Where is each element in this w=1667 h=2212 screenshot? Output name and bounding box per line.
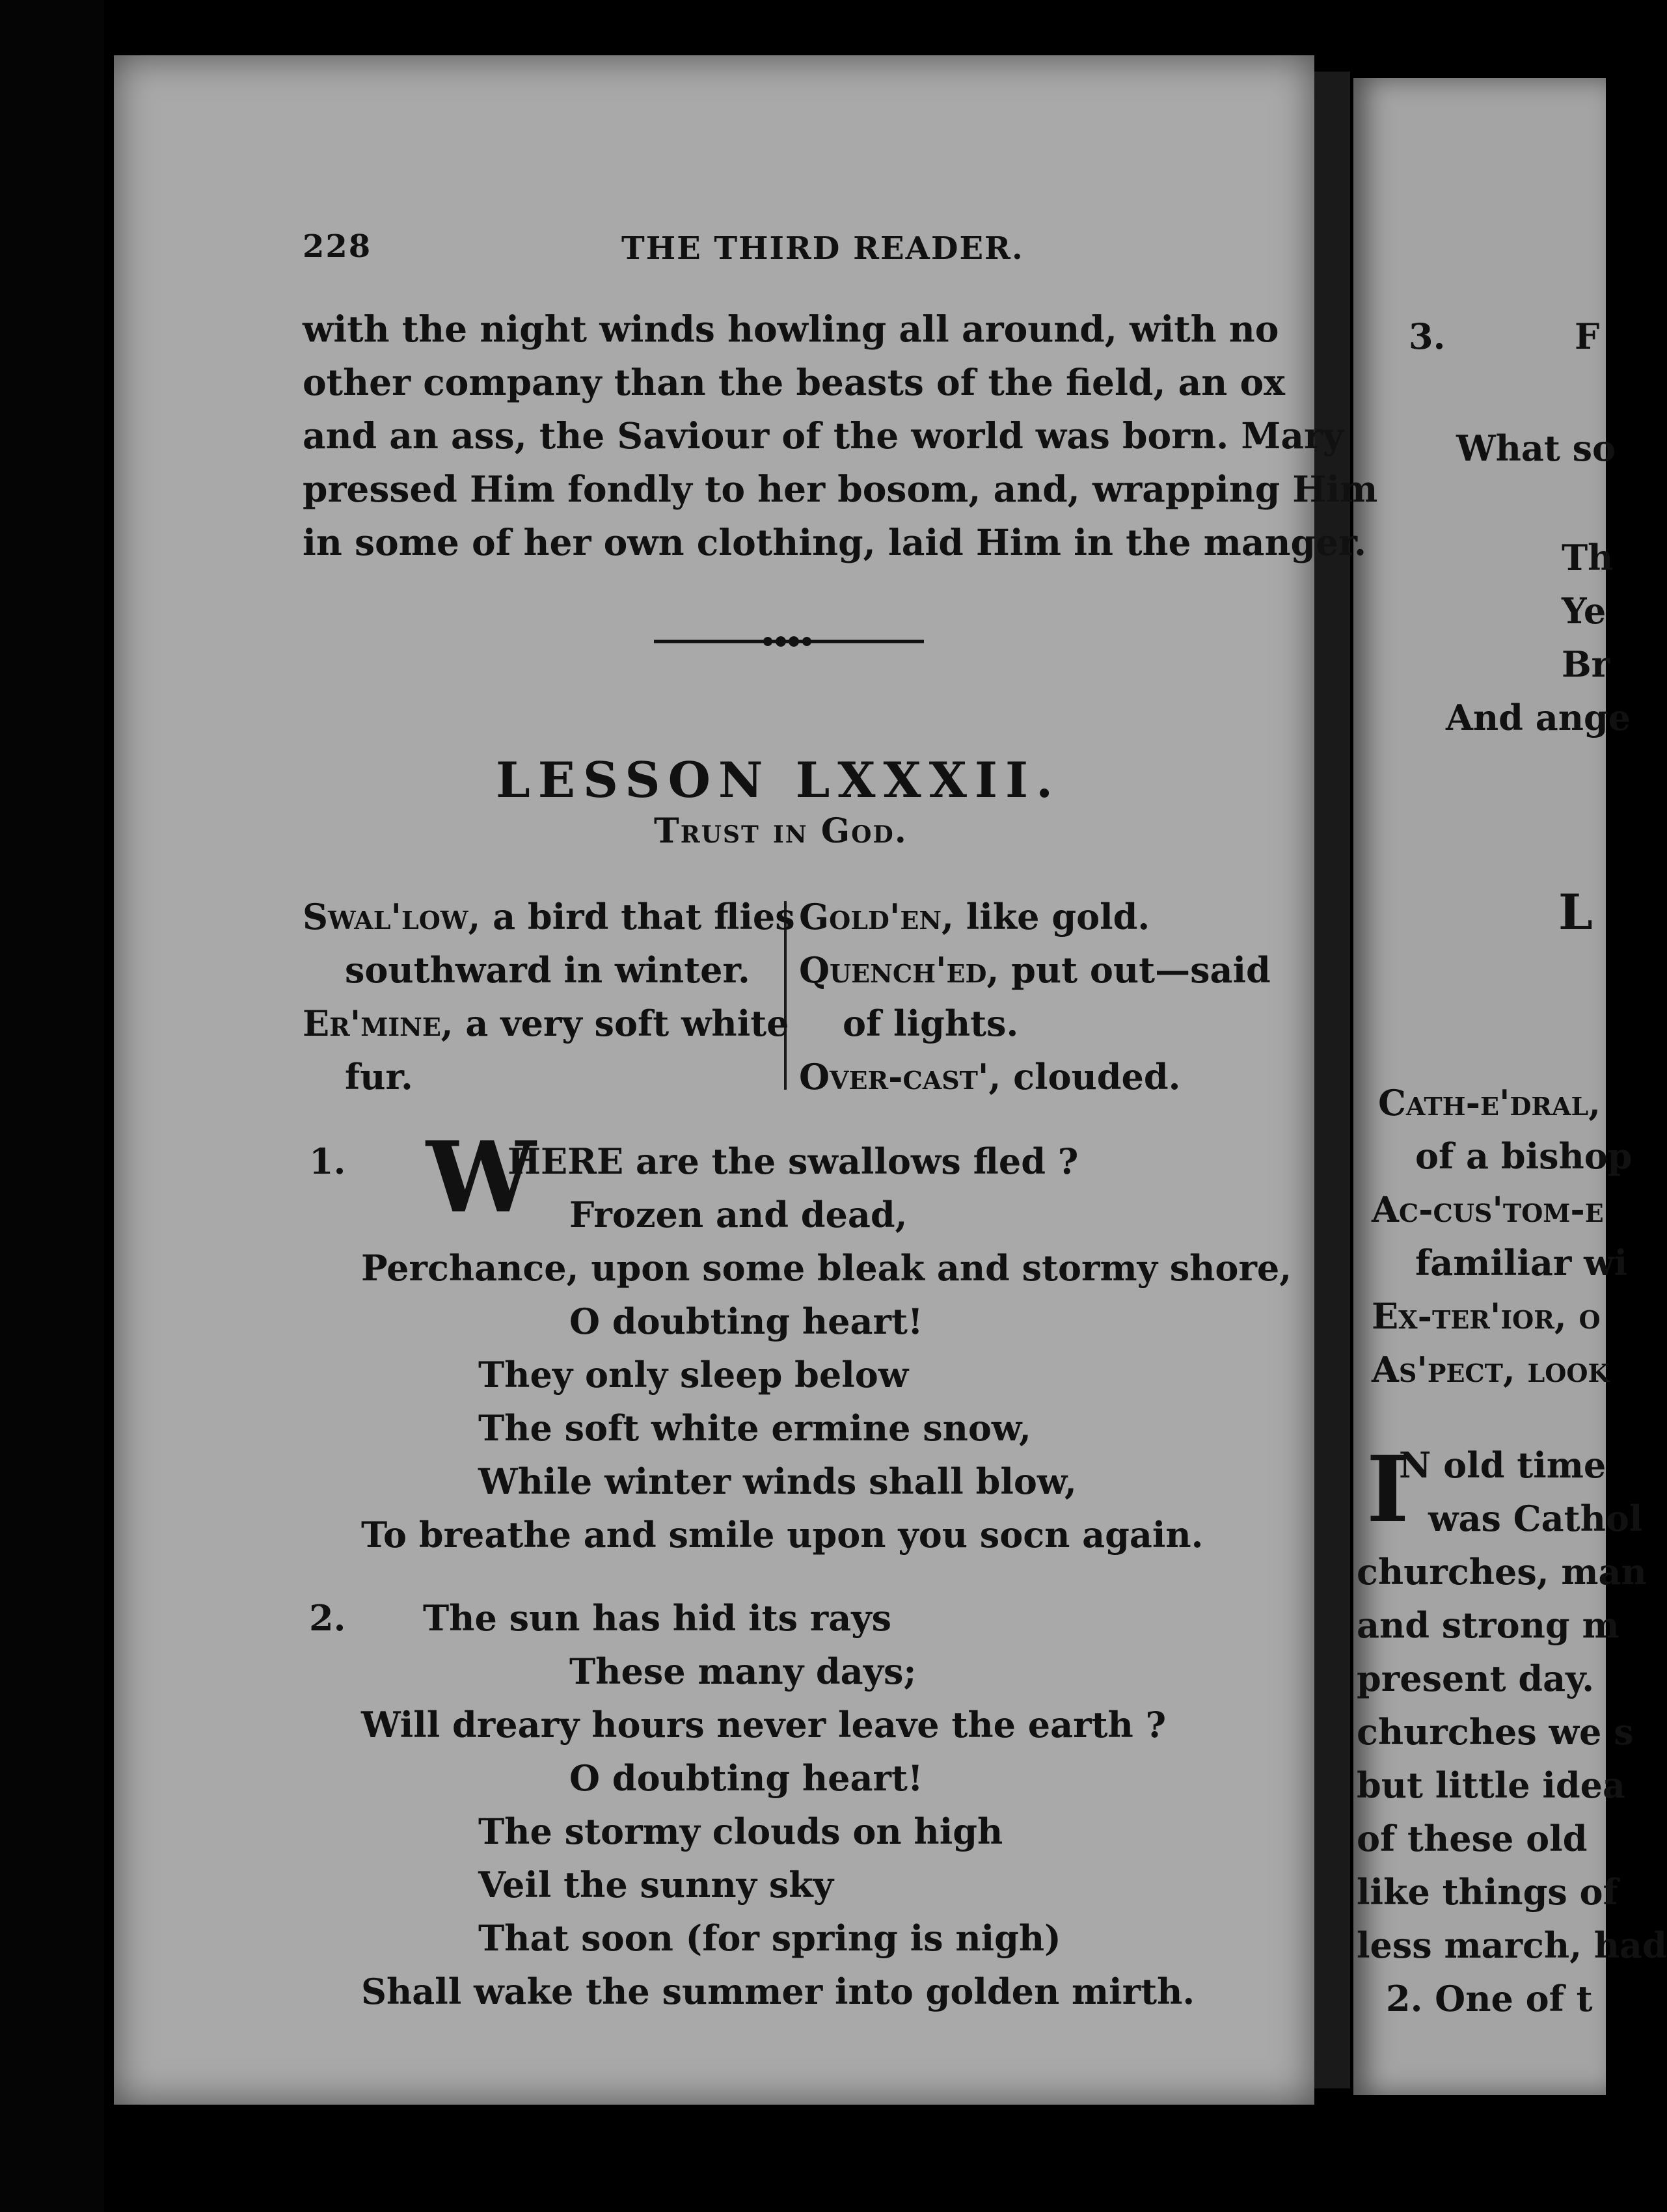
vocab-entry — [799, 896, 1150, 937]
vocab-definition: put out—said — [999, 949, 1271, 991]
vocab-entry — [799, 949, 1271, 991]
verse-line: They only sleep below — [478, 1354, 909, 1396]
right-fragment: of these old — [1357, 1818, 1588, 1859]
right-fragment: Br — [1562, 643, 1610, 685]
verse-line: That soon (for spring is nigh) — [478, 1917, 1061, 1959]
right-fragment: and strong m — [1357, 1604, 1620, 1646]
right-fragment: As'pect, look — [1372, 1349, 1610, 1390]
verse-line: While winter winds shall blow, — [478, 1461, 1077, 1502]
right-fragment: Ye — [1562, 590, 1606, 632]
verse-line: Veil the sunny sky — [478, 1864, 834, 1906]
verse-line: To breathe and smile upon you socn again. — [361, 1514, 1204, 1556]
vocab-definition: southward in winter. — [345, 949, 750, 991]
vocab-entry — [303, 1003, 789, 1044]
right-fragment: And ange — [1446, 697, 1631, 738]
scan-border-left — [0, 0, 104, 2212]
stanza-number: 1. — [309, 1140, 346, 1182]
vocab-entry — [799, 1056, 1181, 1098]
verse-line: The soft white ermine snow, — [478, 1407, 1031, 1449]
page-number: 228 — [303, 228, 372, 265]
vocab-word: Swal'low, — [303, 896, 481, 937]
vocab-entry — [303, 896, 795, 937]
book-gutter — [1314, 72, 1350, 2088]
vocab-word: Over-cast', — [799, 1056, 1001, 1098]
prose-line: with the night winds howling all around, with no — [303, 308, 1279, 350]
right-drop-cap: I — [1366, 1436, 1409, 1543]
right-fragment: What so — [1456, 427, 1616, 469]
vocab-definition: clouded. — [1001, 1056, 1181, 1098]
right-fragment: was Cathol — [1428, 1498, 1643, 1539]
verse-line: O doubting heart! — [569, 1757, 923, 1799]
right-fragment: familiar wi — [1415, 1242, 1628, 1284]
right-fragment: Ex-ter'ior, o — [1372, 1295, 1601, 1337]
right-fragment: Cath-e'dral, — [1378, 1082, 1601, 1124]
right-fragment: F — [1575, 316, 1600, 357]
verse-line: Frozen and dead, — [569, 1194, 908, 1235]
stanza-number: 2. — [309, 1597, 346, 1639]
right-fragment: churches, man — [1357, 1551, 1647, 1593]
right-fragment: present day. — [1357, 1658, 1595, 1699]
vocab-definition: fur. — [345, 1056, 413, 1098]
right-fragment: like things of — [1357, 1871, 1618, 1913]
right-fragment: L — [1558, 883, 1601, 941]
prose-line: pressed Him fondly to her bosom, and, wrapping Him — [303, 468, 1378, 510]
drop-cap: W — [426, 1120, 536, 1235]
right-fragment: 3. — [1409, 316, 1446, 357]
right-fragment: churches we s — [1357, 1711, 1634, 1753]
verse-line: The sun has hid its rays — [423, 1597, 891, 1639]
verse-line: Perchance, upon some bleak and stormy shore, — [361, 1247, 1292, 1289]
vocab-definition: of lights. — [843, 1003, 1019, 1044]
verse-line: The stormy clouds on high — [478, 1811, 1003, 1852]
verse-line: Shall wake the summer into golden mirth. — [361, 1971, 1195, 2012]
vocab-word: Er'mine, — [303, 1003, 454, 1044]
vocab-definition: like gold. — [953, 896, 1150, 937]
vocab-word: Gold'en, — [799, 896, 954, 937]
verse-line: HERE are the swallows fled ? — [508, 1140, 1079, 1182]
lesson-title: LESSON LXXXII. — [496, 751, 1061, 809]
right-fragment: Ac-cus'tom-e — [1372, 1189, 1604, 1230]
vocab-word: Quench'ed, — [799, 949, 999, 991]
right-fragment: 2. One of t — [1386, 1978, 1593, 2019]
vocab-entry — [843, 1003, 1019, 1044]
running-head: THE THIRD READER. — [621, 230, 1024, 267]
right-fragment: N old time — [1399, 1444, 1606, 1486]
verse-line: Will dreary hours never leave the earth ? — [361, 1704, 1167, 1746]
vocab-definition: a very soft white — [453, 1003, 789, 1044]
ornamental-rule — [654, 632, 924, 651]
verse-line: These many days; — [569, 1651, 917, 1692]
right-fragment: but little idea — [1357, 1764, 1625, 1806]
vocab-entry — [345, 949, 750, 991]
right-fragment: less march, had — [1357, 1924, 1667, 1966]
right-fragment: Th — [1562, 537, 1614, 578]
lesson-subtitle: Trust in God. — [654, 811, 908, 851]
right-fragment: of a bishop — [1415, 1135, 1633, 1177]
verse-line: O doubting heart! — [569, 1301, 923, 1342]
prose-line: other company than the beasts of the field, an ox — [303, 361, 1285, 403]
prose-line: and an ass, the Saviour of the world was born. Mary — [303, 414, 1344, 457]
vocab-definition: a bird that flies — [480, 896, 795, 937]
vocab-entry — [345, 1056, 413, 1098]
prose-line: in some of her own clothing, laid Him in the manger. — [303, 521, 1367, 563]
